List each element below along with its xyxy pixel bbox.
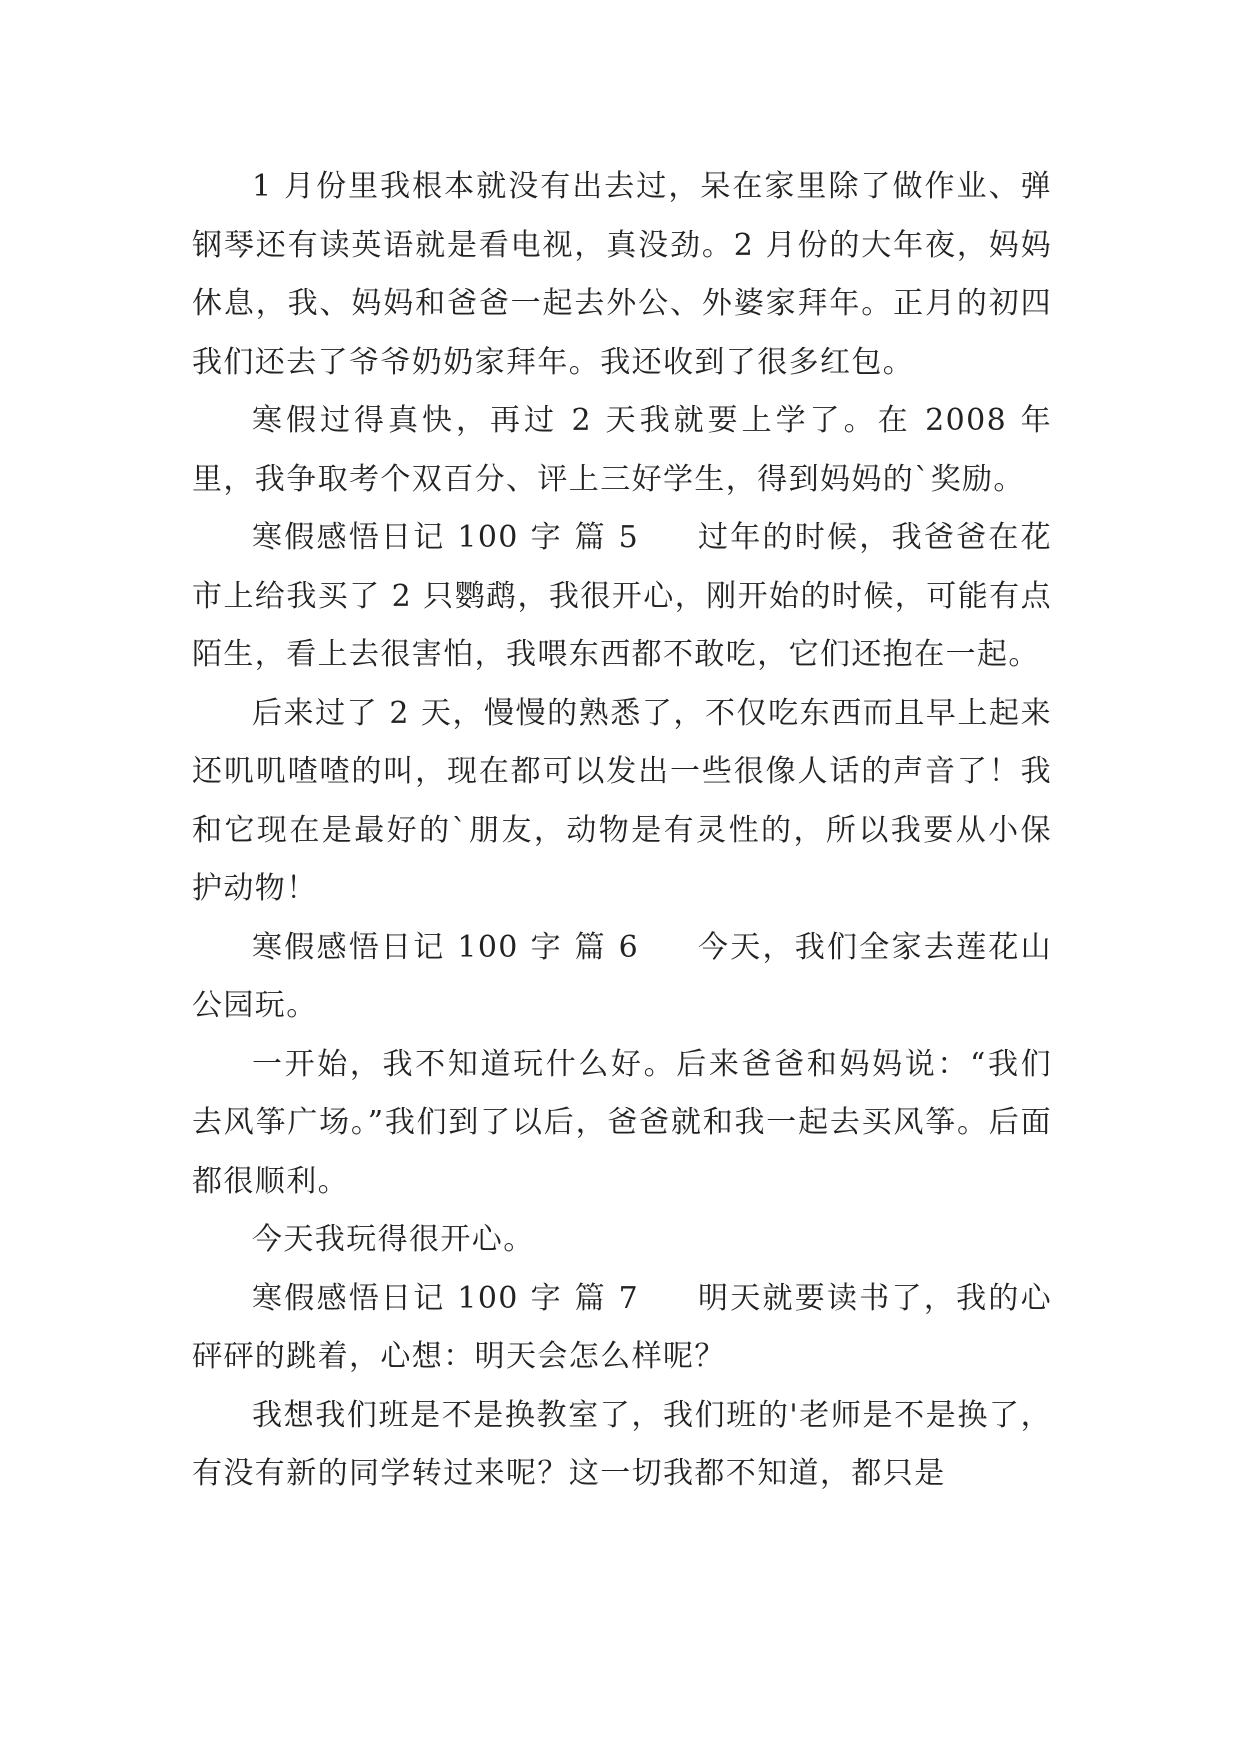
diary-entry-7 xyxy=(192,1270,1052,1387)
paragraph-january xyxy=(192,158,1052,392)
diary-entry-6 xyxy=(192,919,1052,1036)
paragraph-winter-break xyxy=(192,392,1052,509)
paragraph-text: 过年的时候，我爸爸在花市上给我买了 2 只鹦鹉，我很开心，刚开始的时候，可能有点陌生，看上去很害怕，我喂东西都不敢吃，它们还抱在一起。 xyxy=(192,520,1052,672)
paragraph-happy xyxy=(192,1211,1052,1270)
paragraph-text: 我想我们班是不是换教室了，我们班的'老师是不是换了，有没有新的同学转过来呢？这一切我都不知道，都只是 xyxy=(192,1397,1052,1491)
entry-heading: 寒假感悟日记 100 字 篇 6 xyxy=(252,929,640,965)
paragraph-text: 明天就要读书了，我的心砰砰的跳着，心想：明天会怎么样呢？ xyxy=(192,1280,1052,1374)
entry-heading: 寒假感悟日记 100 字 篇 7 xyxy=(252,1280,640,1316)
document-body xyxy=(192,158,1052,1504)
entry-heading: 寒假感悟日记 100 字 篇 5 xyxy=(252,520,640,555)
paragraph-parrots xyxy=(192,685,1052,919)
paragraph-text: 今天，我们全家去莲花山公园玩。 xyxy=(192,929,1052,1023)
paragraph-text: 后来过了 2 天，慢慢的熟悉了，不仅吃东西而且早上起来还叽叽喳喳的叫，现在都可以发出一些很像人话的声音了！我和它现在是最好的`朋友，动物是有灵性的，所以我要从小保护动物！ xyxy=(192,695,1052,906)
paragraph-text: 一开始，我不知道玩什么好。后来爸爸和妈妈说：“我们去风筝广场。”我们到了以后，爸爸就和我一起去买风筝。后面都很顺利。 xyxy=(192,1046,1052,1199)
paragraph-text: 今天我玩得很开心。 xyxy=(252,1222,535,1257)
paragraph-classroom xyxy=(192,1387,1052,1504)
paragraph-text: 1 月份里我根本就没有出去过，呆在家里除了做作业、弹钢琴还有读英语就是看电视，真没劲。2 月份的大年夜，妈妈休息，我、妈妈和爸爸一起去外公、外婆家拜年。正月的初四我们还去了爷爷奶奶家拜年。我还收到了很多红包。 xyxy=(192,169,1052,380)
diary-entry-5 xyxy=(192,509,1052,685)
paragraph-text: 寒假过得真快，再过 2 天我就要上学了。在 2008 年里，我争取考个双百分、评上三好学生，得到妈妈的`奖励。 xyxy=(192,403,1052,497)
paragraph-kite xyxy=(192,1036,1052,1212)
